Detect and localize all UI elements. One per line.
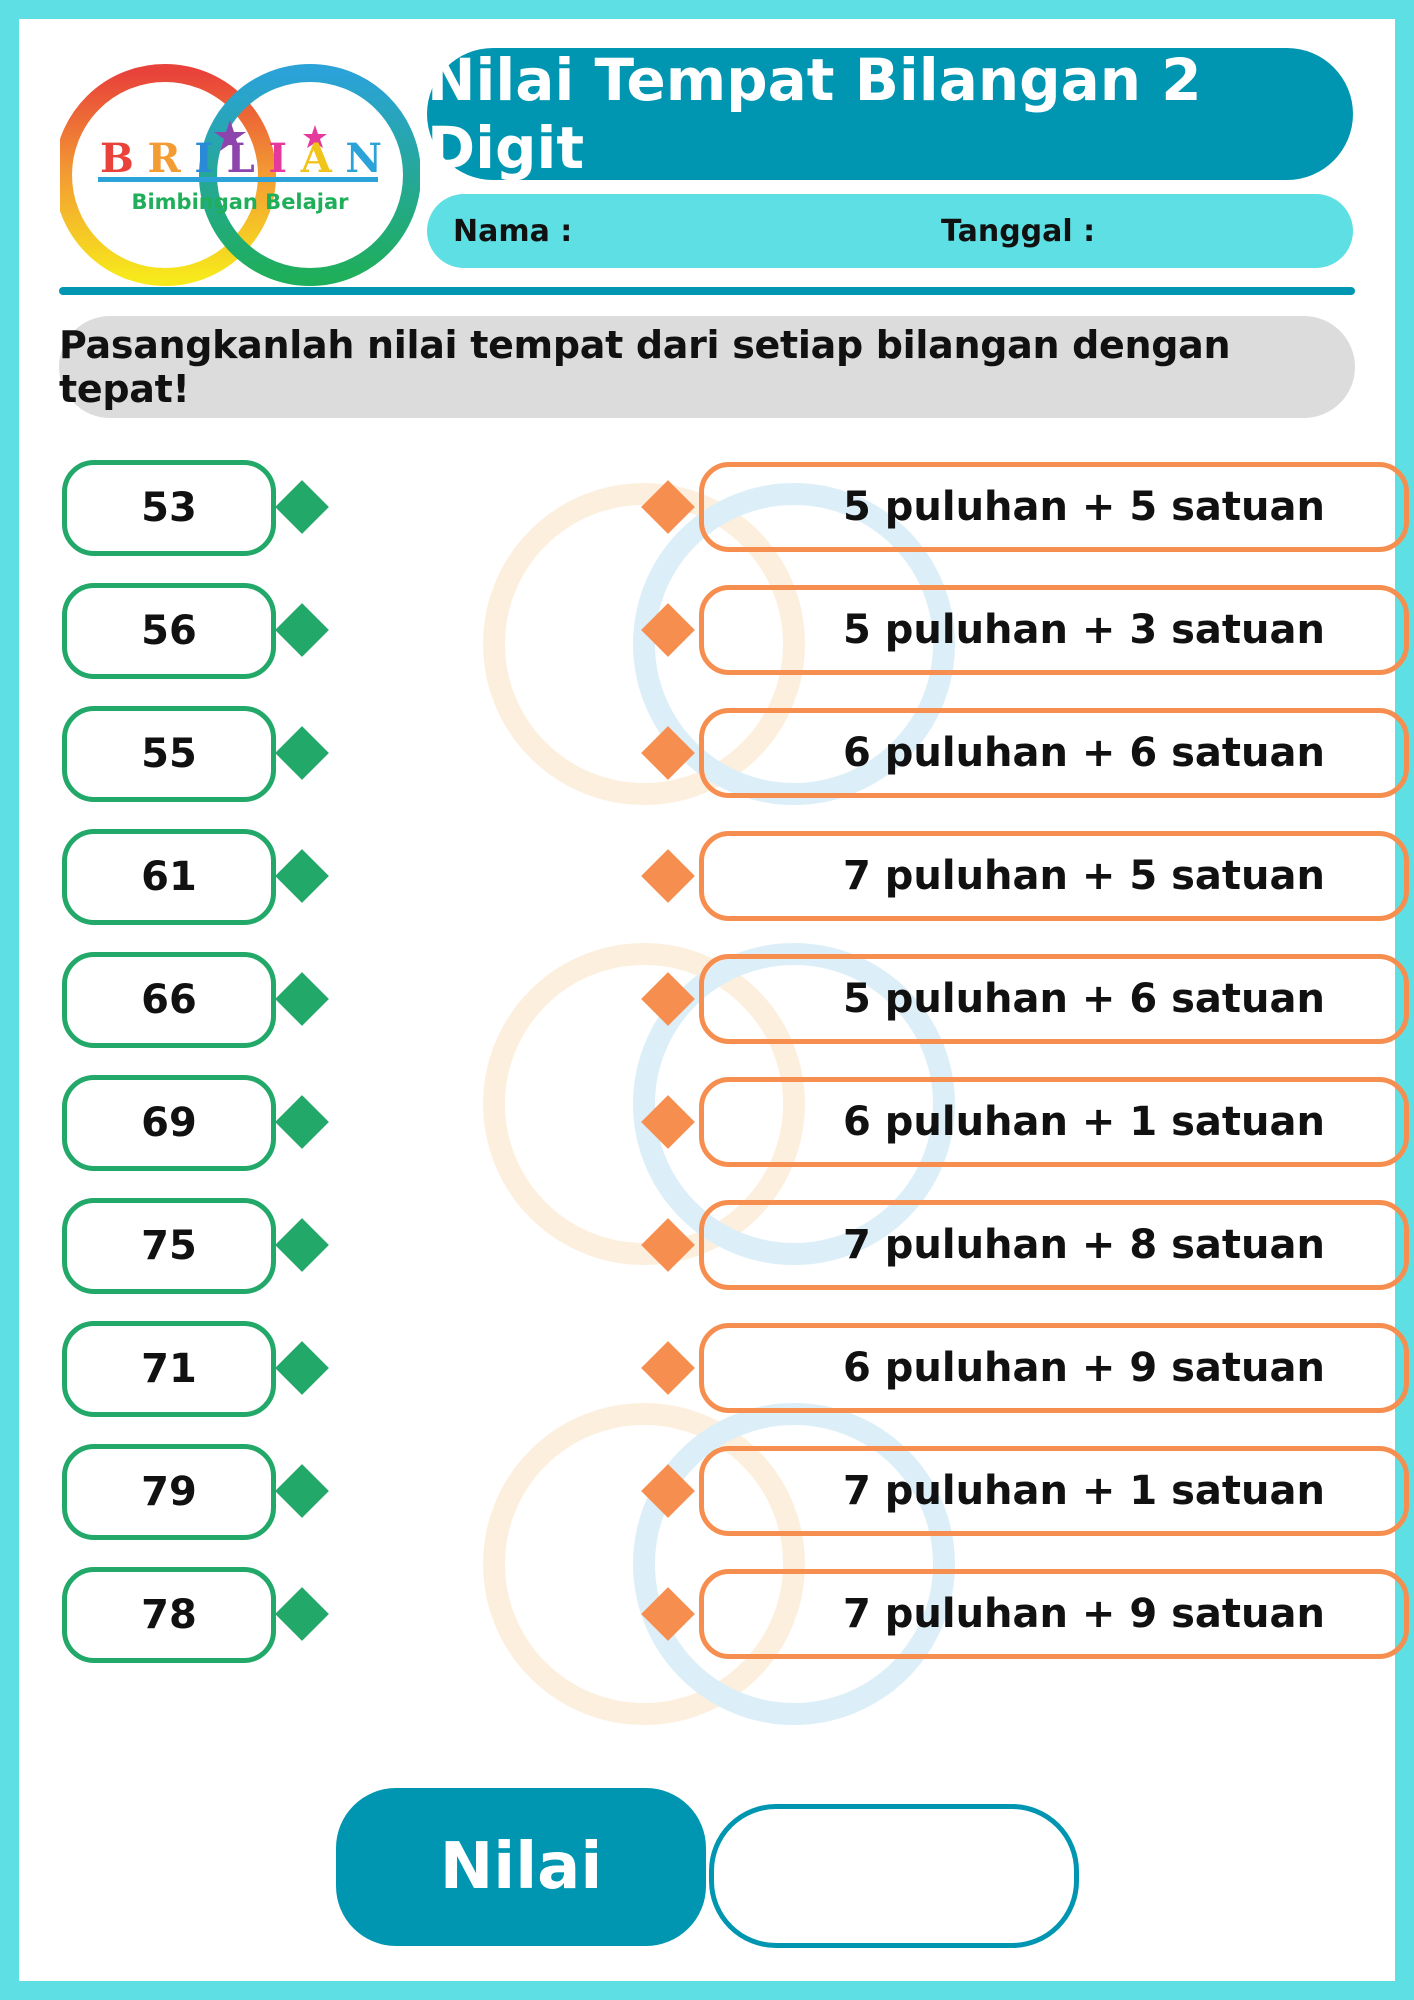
number-box: 61	[62, 829, 276, 925]
place-value-box	[699, 1569, 1409, 1659]
name-date-bar	[427, 194, 1353, 268]
place-value-text: 6 puluhan + 9 satuan	[843, 1345, 1325, 1391]
left-connector-dot[interactable]	[275, 480, 329, 534]
number-box: 75	[62, 1198, 276, 1294]
logo-letter: A	[300, 135, 332, 182]
score-input[interactable]	[709, 1804, 1079, 1948]
place-value-text: 6 puluhan + 6 satuan	[843, 730, 1325, 776]
logo-letters	[100, 135, 382, 182]
score-label: Nilai	[336, 1788, 706, 1946]
instruction-banner: Pasangkanlah nilai tempat dari setiap bilangan dengan tepat!	[59, 316, 1355, 418]
place-value-text: 5 puluhan + 6 satuan	[843, 976, 1325, 1022]
number-box: 66	[62, 952, 276, 1048]
logo-letter: L	[226, 135, 255, 182]
left-connector-dot[interactable]	[275, 1218, 329, 1272]
left-connector-dot[interactable]	[275, 1587, 329, 1641]
place-value-box	[699, 1077, 1409, 1167]
place-value-box	[699, 585, 1409, 675]
number-box: 78	[62, 1567, 276, 1663]
date-field-label[interactable]: Tanggal :	[941, 214, 1096, 249]
number-box: 71	[62, 1321, 276, 1417]
place-value-text: 7 puluhan + 1 satuan	[843, 1468, 1325, 1514]
name-field-label[interactable]: Nama :	[453, 214, 573, 249]
place-value-text: 5 puluhan + 3 satuan	[843, 607, 1325, 653]
number-box: 53	[62, 460, 276, 556]
right-connector-dot[interactable]	[641, 1341, 695, 1395]
watermark-logo	[469, 1394, 969, 1734]
left-connector-dot[interactable]	[275, 1095, 329, 1149]
place-value-text: 7 puluhan + 9 satuan	[843, 1591, 1325, 1637]
number-box: 55	[62, 706, 276, 802]
logo-letter: N	[345, 135, 382, 182]
brilian-logo	[60, 40, 420, 290]
place-value-box	[699, 1323, 1409, 1413]
left-connector-dot[interactable]	[275, 972, 329, 1026]
left-connector-dot[interactable]	[275, 1464, 329, 1518]
left-connector-dot[interactable]	[275, 849, 329, 903]
number-box: 69	[62, 1075, 276, 1171]
right-connector-dot[interactable]	[641, 849, 695, 903]
place-value-text: 7 puluhan + 5 satuan	[843, 853, 1325, 899]
place-value-box	[699, 1200, 1409, 1290]
page-title: Nilai Tempat Bilangan 2 Digit	[427, 48, 1353, 180]
place-value-box	[699, 831, 1409, 921]
logo-letter: I	[268, 135, 288, 182]
place-value-box	[699, 1446, 1409, 1536]
left-connector-dot[interactable]	[275, 726, 329, 780]
place-value-text: 6 puluhan + 1 satuan	[843, 1099, 1325, 1145]
place-value-box	[699, 708, 1409, 798]
worksheet	[19, 19, 1395, 1981]
header-divider	[59, 287, 1355, 295]
left-connector-dot[interactable]	[275, 603, 329, 657]
logo-letter: B	[100, 135, 134, 182]
place-value-box	[699, 462, 1409, 552]
place-value-text: 7 puluhan + 8 satuan	[843, 1222, 1325, 1268]
number-box: 56	[62, 583, 276, 679]
logo-subtitle: Bimbingan Belajar	[131, 190, 349, 214]
number-box: 79	[62, 1444, 276, 1540]
place-value-text: 5 puluhan + 5 satuan	[843, 484, 1325, 530]
left-connector-dot[interactable]	[275, 1341, 329, 1395]
place-value-box	[699, 954, 1409, 1044]
logo-letter: R	[147, 135, 181, 182]
logo-letter: I	[194, 135, 214, 182]
